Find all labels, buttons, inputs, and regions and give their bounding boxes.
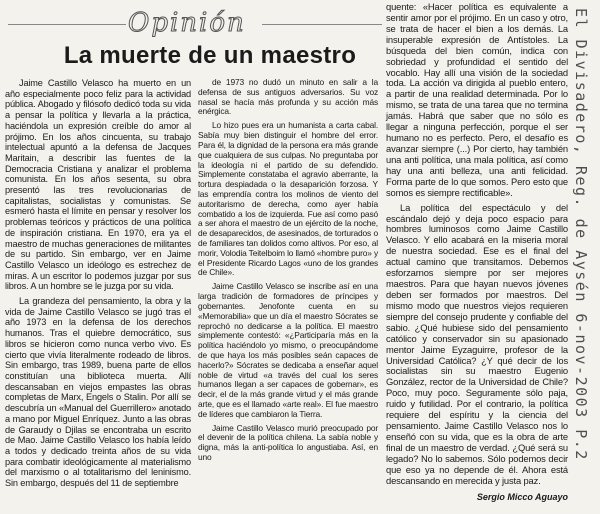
article-column-2 [198,78,378,463]
paragraph: Jaime Castillo Velasco murió preocupado por el devenir de la política chilena. La sabía noble y digna, más la anti-política lo angustiaba. Así, en uno [198,422,378,463]
paragraph: Jaime Castillo Velasco ha muerto en un año especialmente poco feliz para la actividad pública. Abogado y filósofo dedicó toda su vida a pensar la política y llevarla a la práctica, haciéndola un expresión creíble do amor al prójimo. En los años cincuenta, su trabajo intelectual apuntó a la defensa de Jacques Maritain, a describir las fuentes de la Democracia Cristiana y analizar el problema comunista. En los años sesenta, su obra presentó las tres revolucionarias de capitalistas, socialistas y comunistas. Se esmeró hasta el límite en pensar y resolver los problemas teóricos y prácticos de una política de inspiración cristiana. En 1970, era ya el maestro de muchas generaciones de militantes de su partido. Sin embargo, ver en Jaime Castillo Velasco un ideólogo es estrechez de miras. A un escritor lo podemos juzgar por sus libros. A un hombre se le juzga por su vida. [5,78,191,292]
article-column-3 [386,2,568,487]
article-column-1 [5,78,191,489]
paragraph: Jaime Castillo Velasco se inscribe así en una larga tradición de formadores de príncipes y gobernantes. Jenofonte cuenta en su «Memorabilia» que un día el maestro Sócrates se reprochó no dedicarse a la política. El maestro simplemente contestó: «¿Participaría más en la política haciéndolo yo mismo, o preocupándome de que haya los más posibles seán capaces de hacerlo?» Sócrates se dedicaba a enseñar aquel noble de virtud «a través del cual los seres humanos llegan a ser capaces de gobernar», es decir, el de la más grande virtud y el más grande arte, que es el llamado «arte real». El fue maestro de líderes que cambiaron la Tierra. [198,281,378,419]
handwritten-annotation: El Divisadero, Reg. de Aysén 6-nov-2003 P.2 [572,8,590,461]
paragraph: La política del espectáculo y del escándalo dejó y deja poco espacio para hombres luminosos como Jaime Castillo Velasco. Y ello acabará en la miseria moral de nuestra sociedad. Ese es el final del actual camino que transitamos. Debemos esforzarnos siempre por ser mejores maestros. Para que hayan nuevos jóvenes deben ser formados por maestros. Del mismo modo que nuestros viejos requieren siempre del consejo prudente y confiable del sabio. ¿Qué hubiese sido del pensamiento católico y conservador sin su apasionado mentor Jaime Eyzaguirre, profesor de la Universidad Católica? ¿Y qué decir de los socialistas sin su maestro Eugenio González, rector de la Universidad de Chile? Poco, muy poco. Seguramente sólo paja, ruido y futilidad. Por el contrario, la política requiere del espíritu y la ciencia del pensamiento. Jaime Castillo Velasco nos lo enseñó con su vida, que es la obra de arte final de un maestro de verdad. ¿Qué será su legado? No lo sabemos. Sólo podemos decir que eso ya no depende de él. Ahora está descansando en merecida y justa paz. [386,201,568,486]
section-rule-left [8,24,126,25]
paragraph: de 1973 no dudó un minuto en salir a la defensa de sus antiguos adversarios. Su voz nasal se hacía más profunda y su acción más enérgica. [198,77,378,117]
section-rule-right [262,24,382,25]
author-byline: Sergio Micco Aguayo [476,492,568,502]
section-label: Opinión [128,8,246,38]
paragraph: La grandeza del pensamiento, la obra y la vida de Jaime Castillo Velasco se jugó tras el año 1973 en la defensa de los derechos humanos. Tras el quiebre democrático, sus libros se hicieron como nunca verbo vivo. Es cierto que vivía literalmente rodeado de libros. Sin embargo, tras 1989, buena parte de ellos constituían una biblioteca muerta. Allí descansaban en viejos empastes las obras completas de Marx, Engels o Stalin. Por allí se descubría un «Manual del Guerrillero» anotado a mano por Miguel Enríquez. Junto a las obras de Garaudy o Djilas se encontraba un escrito de Mao. Jaime Castillo Velasco los había leído a todos y dedicado treinta años de su vida para combatir ideológicamente al materialismo del marxismo o al totalitarismo del leninismo. Sin embargo, después del 11 de septiembre [5,296,191,489]
paragraph: Lo hizo pues era un humanista a carta cabal. Sabía muy bien distinguir el hombre del error. Para él, la dignidad de la persona era más grande que cualquiera de sus culpas. No preguntaba por la ideología ni el partido de su defendido. Simplemente constataba el agravio aberrante, la tortura despiadada o la desaparición forzosa. Y las emprendía contra los molinos de viento del autoritarismo de derecha, como ayer había combatido a los de izquierda. Fue así como pasó a ser ahora el maestro de un ejército de la noche, de desaparecidos, de asesinados, de torturados o de familiares tan dolidos como altivos. Por eso, al morir, Volodia Teitelboim lo llamó «hombre puro» y el Presidente Ricardo Lagos «uno de los grandes de Chile». [198,120,378,278]
paragraph: quente: «Hacer política es equivalente a sentir amor por el prójimo. En un caso y otro, se trata de hacer el bien a los demás. La insuperable expresión de Antístoles. La búsqueda del bien común, indica con sobriedad y profundidad el sentido del vocablo. Hay allí una visión de la sociedad toda. La acción va dirigida al pueblo entero, a partir de una realidad determinada. Por lo mismo, se trata de una tarea que no termina jamás. Habrá que saber que no sólo es llegar a ninguna perfección, porque el ser humano no es perfecto. Pero, el desafío es avanzar siempre (...) Por cierto, hay también una anti política, una mala política, así como hay una anti belleza, una anti felicidad. Forma parte de lo que somos. Pero esto que somos es siempre rectificable». [386,1,568,198]
headline: La muerte de un maestro [63,42,357,69]
